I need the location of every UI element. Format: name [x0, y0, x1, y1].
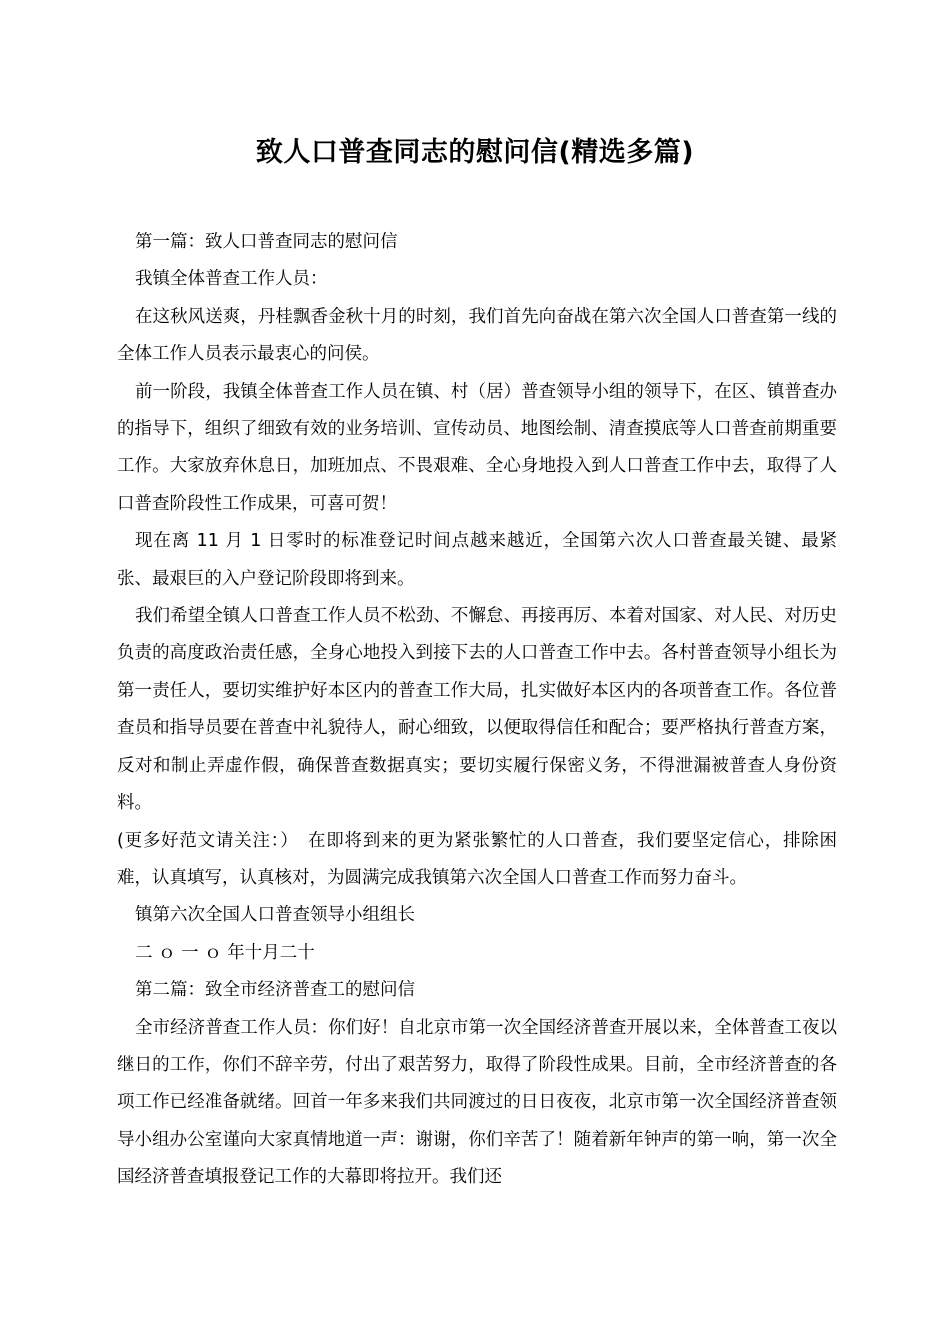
- paragraph: 我们希望全镇人口普查工作人员不松劲、不懈怠、再接再厉、本着对国家、对人民、对历史负责的高度政治责任感，全身心地投入到接下去的人口普查工作中去。各村普查领导小组长为第一责任人，要切实维护好本区内的普查工作大局，扎实做好本区内的各项普查工作。各位普查员和指导员要在普查中礼貌待人，耐心细致，以便取得信任和配合；要严格执行普查方案，反对和制止弄虚作假，确保普查数据真实；要切实履行保密义务，不得泄漏被普查人身份资料。: [117, 606, 837, 814]
- paragraph: 现在离 11 月 1 日零时的标准登记时间点越来越近，全国第六次人口普查最关键、最紧张、最艰巨的入户登记阶段即将到来。: [117, 531, 837, 589]
- paragraph: 前一阶段，我镇全体普查工作人员在镇、村（居）普查领导小组的领导下，在区、镇普查办的指导下，组织了细致有效的业务培训、宣传动员、地图绘制、清查摸底等人口普查前期重要工作。大家放弃休息日，加班加点、不畏艰难、全心身地投入到人口普查工作中去，取得了人口普查阶段性工作成果，可喜可贺！: [117, 381, 837, 514]
- document-body: [117, 224, 837, 1197]
- paragraph: 全市经济普查工作人员：你们好！自北京市第一次全国经济普查开展以来，全体普查工夜以继日的工作，你们不辞辛劳，付出了艰苦努力，取得了阶段性成果。目前，全市经济普查的各项工作已经准备就绪。回首一年多来我们共同渡过的日日夜夜，北京市第一次全国经济普查领导小组办公室谨向大家真情地道一声：谢谢，你们辛苦了！随着新年钟声的第一响，第一次全国经济普查填报登记工作的大幕即将拉开。我们还: [117, 1017, 837, 1188]
- paragraph: 在这秋风送爽，丹桂飘香金秋十月的时刻，我们首先向奋战在第六次全国人口普查第一线的全体工作人员表示最衷心的问侯。: [117, 306, 837, 365]
- paragraph: (更多好范文请关注：） 在即将到来的更为紧张繁忙的人口普查，我们要坚定信心，排除困难，认真填写，认真核对，为圆满完成我镇第六次全国人口普查工作而努力奋斗。: [117, 830, 837, 888]
- paragraph: 我镇全体普查工作人员：: [135, 269, 328, 290]
- document-title: 致人口普查同志的慰问信(精选多篇): [255, 137, 695, 168]
- paragraph: 二 ｏ 一 ｏ 年十月二十: [135, 942, 315, 963]
- paragraph: 镇第六次全国人口普查领导小组组长: [135, 905, 415, 926]
- paragraph: 第一篇：致人口普查同志的慰问信: [135, 232, 398, 252]
- paragraph: 第二篇：致全市经济普查工的慰问信: [135, 980, 415, 1001]
